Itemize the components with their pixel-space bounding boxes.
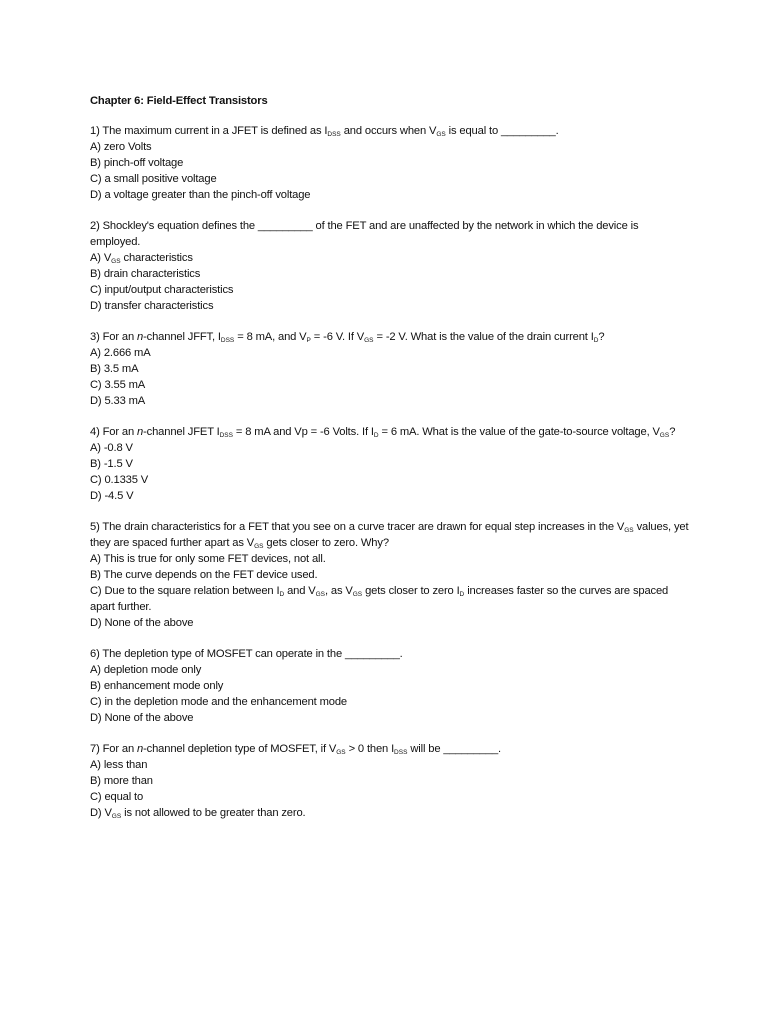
question-4-option-a: A) -0.8 V (90, 442, 133, 454)
question-2 (90, 218, 690, 314)
question-2-option-c: C) input/output characteristics (90, 284, 234, 296)
question-3-option-a: A) 2.666 mA (90, 347, 151, 359)
question-4-option-c: C) 0.1335 V (90, 474, 149, 486)
question-4-option-d: D) -4.5 V (90, 490, 134, 502)
question-5-option-c: C) Due to the square relation between $I_D$ and $V_{GS}$, as $V_{GS}$ gets closer to zero $I_D$ increases faster so the curves are spaced apart further. (90, 585, 669, 613)
question-2-option-b: B) drain characteristics (90, 268, 201, 280)
question-4-stem: 4) For an n-channel JFET $I_{DSS} = 8$ mA and Vp = -6 Volts. If $I_D = 6$ mA. What is the value of the gate-to-source voltage, $V_{GS}$? (90, 426, 676, 439)
question-7-option-c: C) equal to (90, 791, 144, 803)
question-3-stem: 3) For an n-channel JFFT, $I_{DSS} = 8$ mA, and $V_P = -6$ V. If $V_{GS} = -2$ V. What is the value of the drain current $I_D$? (90, 331, 605, 344)
question-6-option-a: A) depletion mode only (90, 664, 202, 676)
question-6-option-d: D) None of the above (90, 712, 194, 724)
question-5 (90, 519, 690, 631)
question-6-option-b: B) enhancement mode only (90, 680, 224, 692)
question-4-option-b: B) -1.5 V (90, 458, 133, 470)
chapter-title: Chapter 6: Field-Effect Transistors (90, 95, 268, 107)
question-2-option-a: A) $V_{GS}$ characteristics (90, 252, 193, 265)
question-5-option-a: A) This is true for only some FET devices, not all. (90, 553, 326, 565)
question-1 (90, 123, 690, 203)
question-1-option-d: D) a voltage greater than the pinch-off voltage (90, 189, 311, 201)
question-3-option-d: D) 5.33 mA (90, 395, 146, 407)
question-7-option-d: D) $V_{GS}$ is not allowed to be greater than zero. (90, 807, 306, 820)
question-7-stem: 7) For an n-channel depletion type of MOSFET, if $V_{GS} > 0$ then $I_{DSS}$ will be _________. (90, 743, 501, 756)
question-4 (90, 424, 690, 504)
question-3 (90, 329, 690, 409)
question-7-option-a: A) less than (90, 759, 148, 771)
question-3-option-b: B) 3.5 mA (90, 363, 139, 375)
question-6-stem: 6) The depletion type of MOSFET can operate in the _________. (90, 648, 403, 660)
question-5-option-d: D) None of the above (90, 617, 194, 629)
question-3-option-c: C) 3.55 mA (90, 379, 146, 391)
question-7 (90, 741, 690, 821)
question-6 (90, 646, 690, 726)
question-1-option-b: B) pinch-off voltage (90, 157, 184, 169)
question-2-option-d: D) transfer characteristics (90, 300, 214, 312)
question-6-option-c: C) in the depletion mode and the enhancement mode (90, 696, 347, 708)
question-7-option-b: B) more than (90, 775, 153, 787)
question-1-option-c: C) a small positive voltage (90, 173, 217, 185)
question-1-stem: 1) The maximum current in a JFET is defined as $I_{DSS}$ and occurs when $V_{GS}$ is equal to _________. (90, 125, 559, 138)
question-5-stem: 5) The drain characteristics for a FET that you see on a curve tracer are drawn for equal step increases in the $V_{GS}$ values, yet they are spaced further apart as $V_{GS}$ gets closer to zero. Why? (90, 521, 689, 550)
document-page (90, 93, 690, 836)
question-2-stem: 2) Shockley's equation defines the _________ of the FET and are unaffected by the network in which the device is employed. (90, 220, 639, 248)
question-1-option-a: A) zero Volts (90, 141, 152, 153)
question-5-option-b: B) The curve depends on the FET device used. (90, 569, 318, 581)
